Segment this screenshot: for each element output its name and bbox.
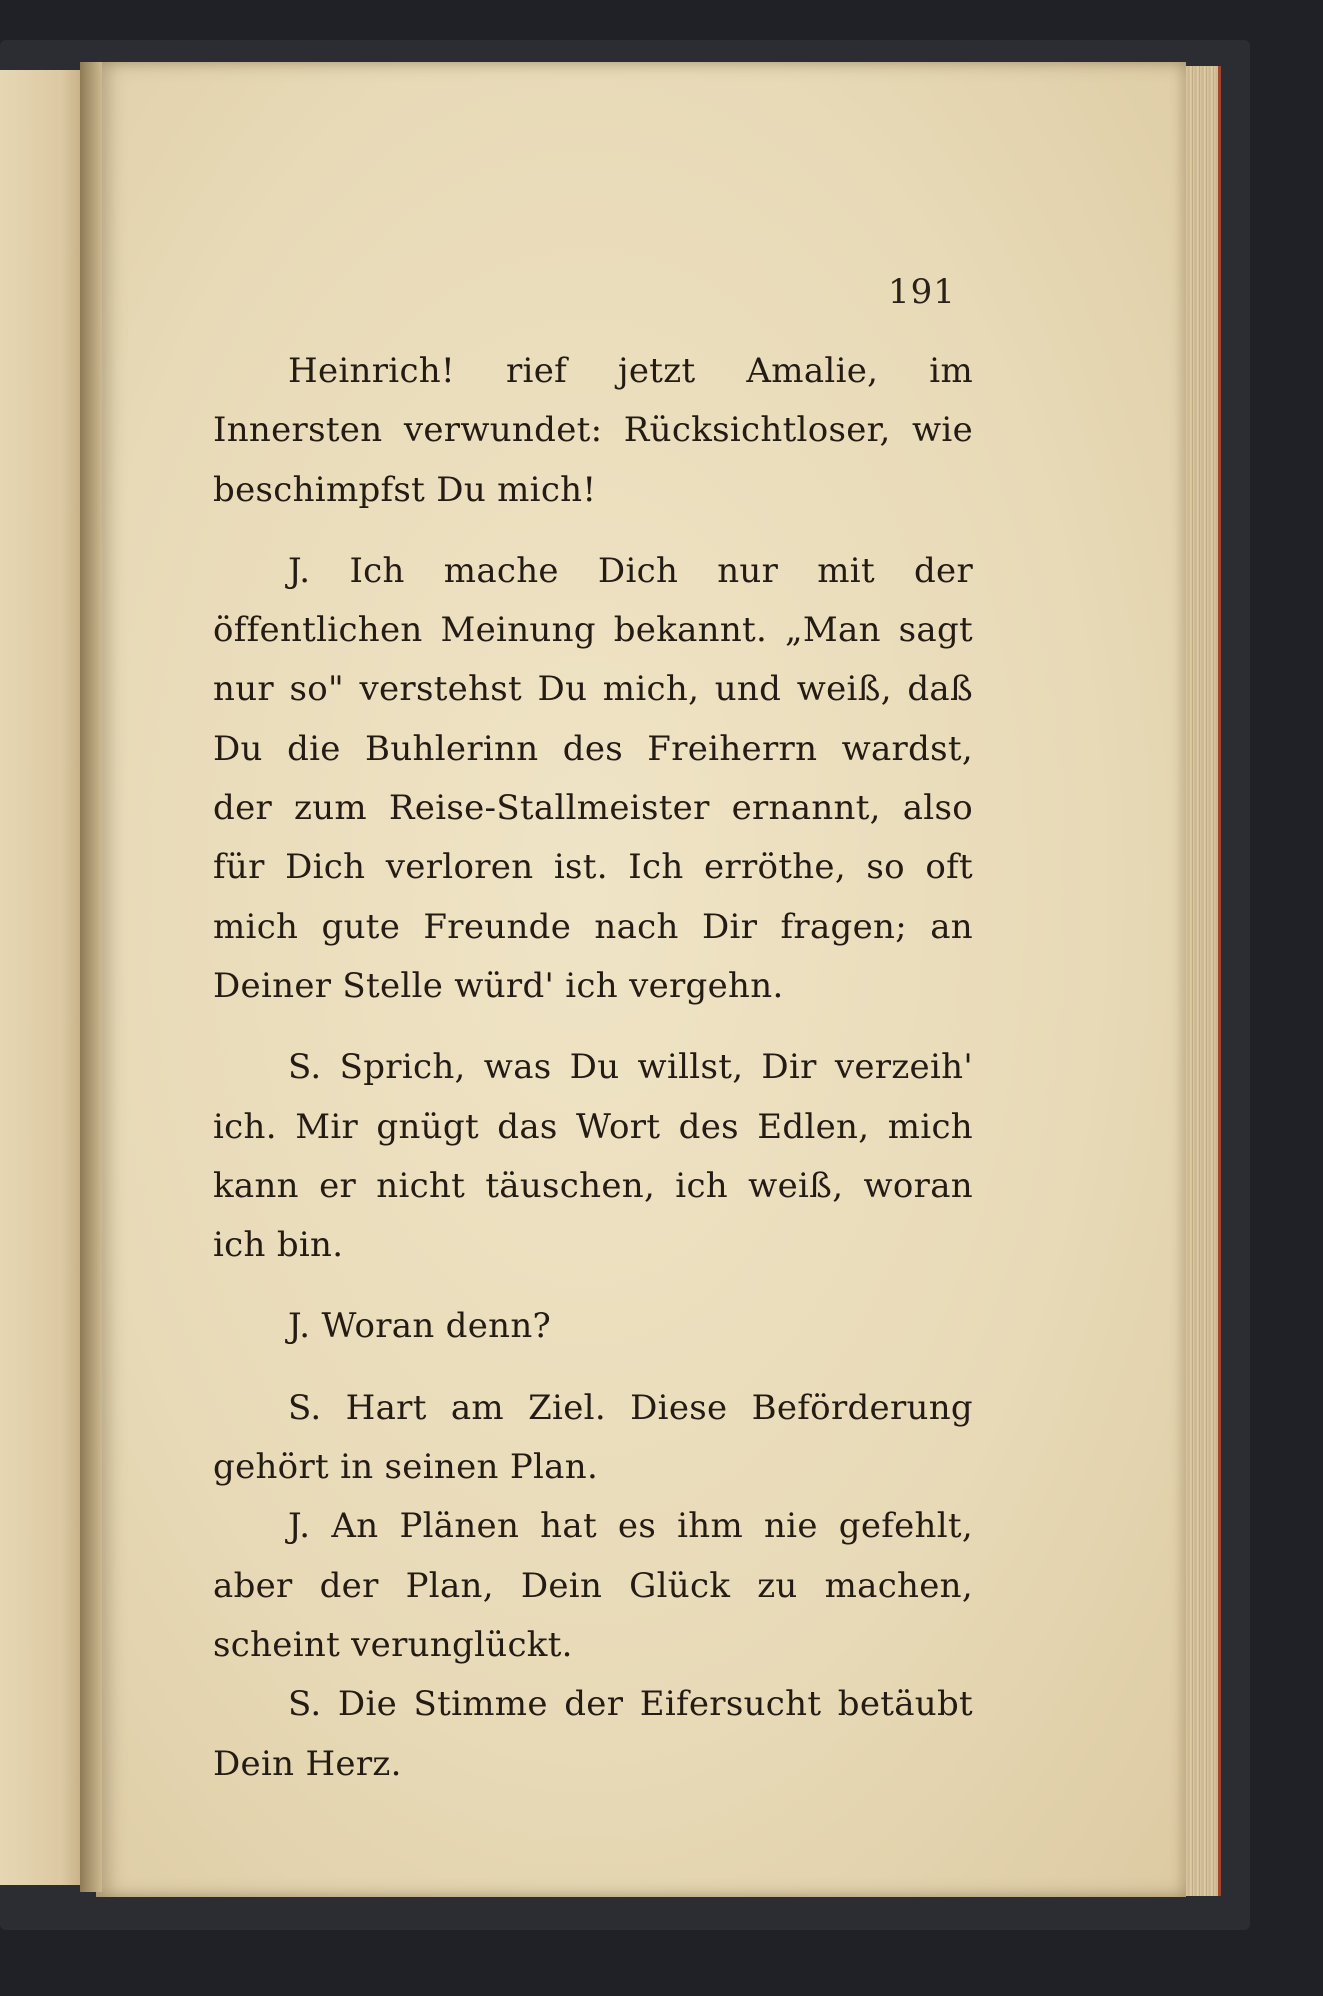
paragraph: J. Ich mache Dich nur mit der öffentlichen Meinung bekannt. „Man sagt nur so" verstehst Du mich, und weiß, daß Du die Buhlerinn des Freiherrn wardst, der zum Reise-Stallmeister ernannt, also für Dich verloren ist. Ich erröthe, so oft mich gute Freunde nach Dir fragen; an Deiner Stelle würd' ich vergehn. <box>213 550 973 1006</box>
paragraph: Heinrich! rief jetzt Amalie, im Innersten verwundet: Rücksichtloser, wie beschimpfst Du mich! <box>213 351 973 510</box>
book-gutter <box>80 62 102 1892</box>
page-number: 191 <box>888 272 956 312</box>
left-page-edge <box>0 70 88 1885</box>
paragraph: S. Die Stimme der Eifersucht betäubt Dein Herz. <box>213 1684 973 1784</box>
page-edges <box>1186 66 1221 1896</box>
paragraph: J. An Plänen hat es ihm nie gefehlt, aber der Plan, Dein Glück zu machen, scheint verunglückt. <box>213 1506 973 1665</box>
page-text <box>213 342 973 1794</box>
paragraph: S. Hart am Ziel. Diese Beförderung gehört in seinen Plan. <box>213 1387 973 1488</box>
paragraph: J. Woran denn? <box>288 1306 552 1347</box>
paragraph: S. Sprich, was Du willst, Dir verzeih' ich. Mir gnügt das Wort des Edlen, mich kann er nicht täuschen, ich weiß, woran ich bin. <box>213 1047 973 1266</box>
